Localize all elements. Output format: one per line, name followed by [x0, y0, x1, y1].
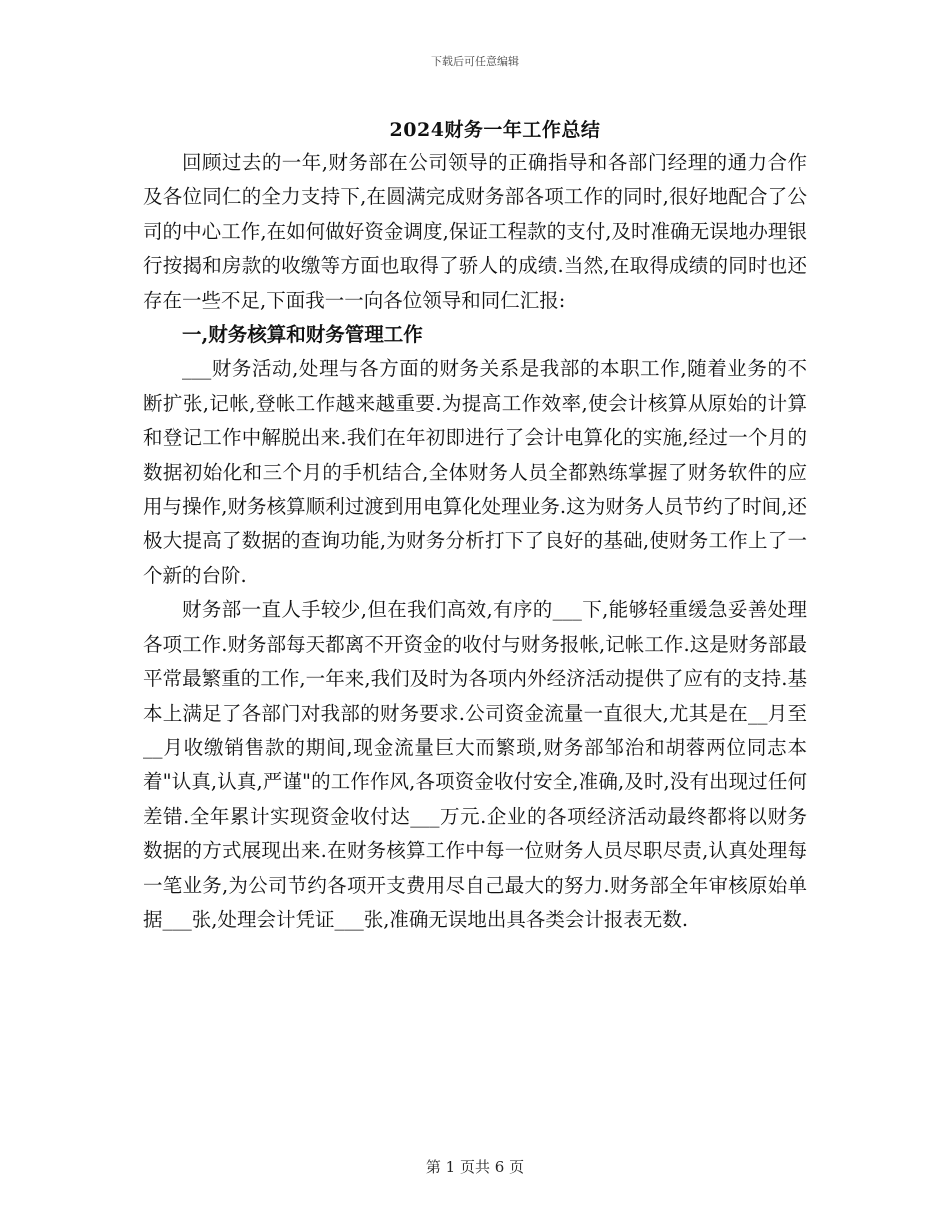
document-title: 2024财务一年工作总结 [389, 119, 601, 141]
intro-paragraph: 回顾过去的一年,财务部在公司领导的正确指导和各部门经理的通力合作及各位同仁的全力支持下,在圆满完成财务部各项工作的同时,很好地配合了公司的中心工作,在如何做好资金调度,保证工程款的支付,及时准确无误地办理银行按揭和房款的收缴等方面也取得了骄人的成绩.当然,在取得成绩的同时也还存在一些不足,下面我一一向各位领导和同仁汇报: [143, 151, 807, 312]
page-header-note: 下载后可任意编辑 [431, 55, 519, 68]
body-paragraph-1: ___财务活动,处理与各方面的财务关系是我部的本职工作,随着业务的不断扩张,记帐,登帐工作越来越重要.为提高工作效率,使会计核算从原始的计算和登记工作中解脱出来.我们在年初即进行了会计电算化的实施,经过一个月的数据初始化和三个月的手机结合,全体财务人员全都熟练掌握了财务软件的应用与操作,财务核算顺利过渡到用电算化处理业务.这为财务人员节约了时间,还极大提高了数据的查询功能,为财务分析打下了良好的基础,使财务工作上了一个新的台阶. [143, 357, 807, 587]
document-body [143, 146, 807, 937]
section-heading: 一,财务核算和财务管理工作 [182, 323, 423, 347]
page-number-footer: 第 1 页共 6 页 [425, 1158, 525, 1176]
body-paragraph-2: 财务部一直人手较少,但在我们高效,有序的___下,能够轻重缓急妥善处理各项工作.财务部每天都离不开资金的收付与财务报帐,记帐工作.这是财务部最平常最繁重的工作,一年来,我们及时为各项内外经济活动提供了应有的支持.基本上满足了各部门对我部的财务要求.公司资金流量一直很大,尤其是在__月至__月收缴销售款的期间,现金流量巨大而繁琐,财务部邹治和胡蓉两位同志本着"认真,认真,严谨"的工作作风,各项资金收付安全,准确,及时,没有出现过任何差错.全年累计实现资金收付达___万元.企业的各项经济活动最终都将以财务数据的方式展现出来.在财务核算工作中每一位财务人员尽职尽责,认真处理每一笔业务,为公司节约各项开支费用尽自己最大的努力.财务部全年审核原始单据___张,处理会计凭证___张,准确无误地出具各类会计报表无数. [143, 598, 807, 931]
